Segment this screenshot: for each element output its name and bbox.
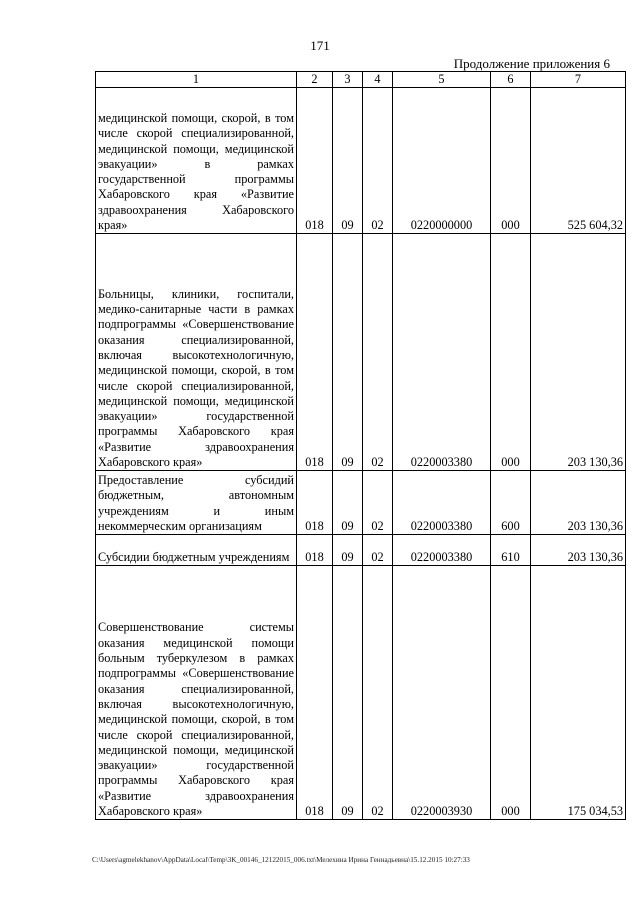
row-ministry: 018 bbox=[297, 535, 333, 566]
row-expense-type: 610 bbox=[491, 535, 531, 566]
table-row bbox=[96, 535, 626, 566]
row-expense-type: 000 bbox=[491, 88, 531, 234]
header-col-4: 4 bbox=[363, 72, 393, 88]
header-col-7: 7 bbox=[531, 72, 626, 88]
row-subsection: 02 bbox=[363, 88, 393, 234]
row-description: Субсидии бюджетным учреждениям bbox=[96, 535, 297, 566]
table-row bbox=[96, 566, 626, 820]
row-subsection: 02 bbox=[363, 566, 393, 820]
table-row bbox=[96, 88, 626, 234]
row-ministry: 018 bbox=[297, 234, 333, 471]
footer-file-path: C:\Users\agmelekhanov\AppData\Local\Temp\3K_00146_12122015_006.txt\Мелехина Ирина Геннадьевна\15.12.2015 10:27:33 bbox=[92, 856, 470, 864]
row-target-article: 0220003380 bbox=[393, 535, 491, 566]
row-expense-type: 000 bbox=[491, 566, 531, 820]
row-amount: 203 130,36 bbox=[531, 234, 626, 471]
row-subsection: 02 bbox=[363, 535, 393, 566]
page-number: 171 bbox=[310, 38, 330, 53]
row-description: Больницы, клиники, госпитали, медико-санитарные части в рамках подпрограммы «Совершенствование оказания специализированной, включая высокотехнологичную, медицинской помощи, скорой, в том числе скорой специализированной, медицинской помощи, медицинской эвакуации» государственной программы Хабаровского края «Развитие здравоохранения Хабаровского края» bbox=[96, 234, 297, 471]
row-section: 09 bbox=[333, 566, 363, 820]
row-description: медицинской помощи, скорой, в том числе скорой специализированной, медицинской помощи, медицинской эвакуации» в рамках государственной программы Хабаровского края «Развитие здравоохранения Хабаровского края» bbox=[96, 88, 297, 234]
header-col-6: 6 bbox=[491, 72, 531, 88]
row-section: 09 bbox=[333, 535, 363, 566]
table-row bbox=[96, 471, 626, 535]
header-col-2: 2 bbox=[297, 72, 333, 88]
row-amount: 203 130,36 bbox=[531, 471, 626, 535]
continuation-label: Продолжение приложения 6 bbox=[453, 56, 610, 71]
row-ministry: 018 bbox=[297, 88, 333, 234]
row-description: Совершенствование системы оказания медицинской помощи больным туберкулезом в рамках подпрограммы «Совершенствование оказания специализированной, включая высокотехнологичную, медицинской помощи, скорой, в том числе скорой специализированной, медицинской помощи, медицинской эвакуации» государственной программы Хабаровского края «Развитие здравоохранения Хабаровского края» bbox=[96, 566, 297, 820]
row-section: 09 bbox=[333, 234, 363, 471]
row-target-article: 0220003380 bbox=[393, 471, 491, 535]
header-col-1: 1 bbox=[96, 72, 297, 88]
budget-table bbox=[95, 71, 626, 820]
row-target-article: 0220000000 bbox=[393, 88, 491, 234]
row-ministry: 018 bbox=[297, 566, 333, 820]
row-ministry: 018 bbox=[297, 471, 333, 535]
row-target-article: 0220003380 bbox=[393, 234, 491, 471]
row-amount: 175 034,53 bbox=[531, 566, 626, 820]
row-subsection: 02 bbox=[363, 234, 393, 471]
row-description: Предоставление субсидий бюджетным, автономным учреждениям и иным некоммерческим организациям bbox=[96, 471, 297, 535]
row-subsection: 02 bbox=[363, 471, 393, 535]
row-amount: 525 604,32 bbox=[531, 88, 626, 234]
row-expense-type: 600 bbox=[491, 471, 531, 535]
row-amount: 203 130,36 bbox=[531, 535, 626, 566]
row-section: 09 bbox=[333, 88, 363, 234]
row-expense-type: 000 bbox=[491, 234, 531, 471]
row-section: 09 bbox=[333, 471, 363, 535]
header-col-3: 3 bbox=[333, 72, 363, 88]
row-target-article: 0220003930 bbox=[393, 566, 491, 820]
header-col-5: 5 bbox=[393, 72, 491, 88]
table-header-row bbox=[96, 72, 626, 88]
table-row bbox=[96, 234, 626, 471]
